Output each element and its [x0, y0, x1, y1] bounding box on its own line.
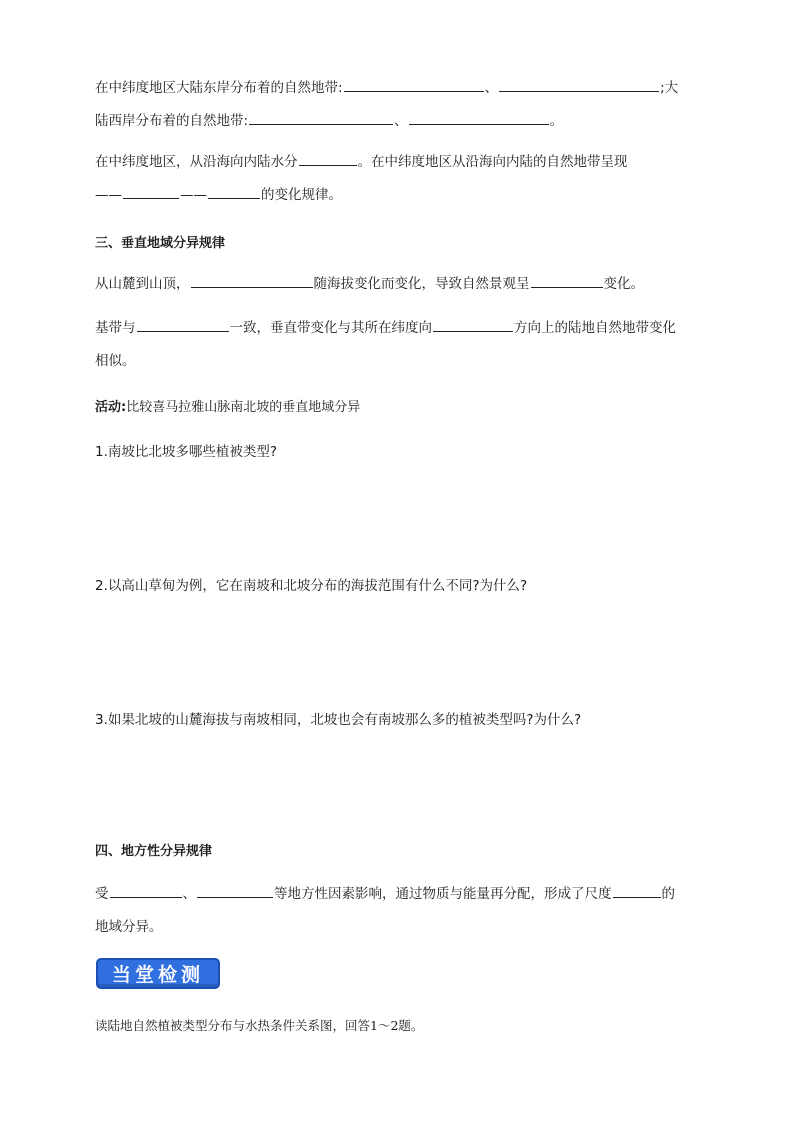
fill-blank[interactable]	[344, 77, 484, 92]
question-2: 2.以高山草甸为例，它在南坡和北坡分布的海拔范围有什么不同?为什么?	[95, 578, 528, 594]
fill-blank[interactable]	[299, 151, 357, 166]
text: 、	[394, 113, 408, 129]
fill-blank[interactable]	[208, 184, 260, 199]
activity-text: 比较喜马拉雅山脉南北坡的垂直地域分异	[126, 400, 361, 415]
section-heading-local: 四、地方性分异规律	[95, 844, 213, 859]
section-heading-vertical: 三、垂直地域分异规律	[95, 236, 226, 251]
paragraph-vertical-1	[95, 268, 701, 301]
text: 的变化规律。	[261, 187, 342, 203]
text: 陆西岸分布着的自然地带:	[95, 113, 249, 129]
activity-label: 活动:	[95, 400, 127, 415]
fill-blank[interactable]	[110, 883, 182, 898]
paragraph-moisture	[95, 146, 701, 212]
text: 。在中纬度地区从沿海向内陆的自然地带呈现	[357, 154, 628, 170]
fill-blank[interactable]	[197, 883, 273, 898]
text: 地域分异。	[95, 919, 163, 935]
test-intro-text: 读陆地自然植被类型分布与水热条件关系图，回答1～2题。	[95, 1018, 424, 1033]
fill-blank[interactable]	[433, 317, 513, 332]
question-3: 3.如果北坡的山麓海拔与南坡相同，北坡也会有南坡那么多的植被类型吗?为什么?	[95, 712, 582, 728]
text: 的	[661, 886, 675, 902]
text: 。	[549, 113, 564, 129]
text: 受	[95, 886, 109, 902]
fill-blank[interactable]	[613, 883, 661, 898]
fill-blank[interactable]	[191, 273, 313, 288]
class-test-badge: 当堂检测	[96, 958, 220, 989]
fill-blank[interactable]	[409, 110, 549, 125]
text: 变化。	[603, 276, 644, 292]
activity-prompt	[95, 396, 360, 415]
fill-blank[interactable]	[249, 110, 393, 125]
text: 方向上的陆地自然地带变化	[514, 320, 676, 336]
fill-blank[interactable]	[123, 184, 179, 199]
paragraph-local	[95, 878, 701, 944]
text: ——	[95, 187, 122, 203]
text: 从山麓到山顶，	[95, 276, 190, 292]
text: 等地方性因素影响，通过物质与能量再分配，形成了尺度	[274, 886, 612, 902]
text: ——	[180, 187, 207, 203]
text: 相似。	[95, 353, 136, 369]
text: ;大	[660, 80, 679, 96]
fill-blank[interactable]	[499, 77, 659, 92]
text: 、	[182, 886, 196, 902]
question-1: 1.南坡比北坡多哪些植被类型?	[95, 444, 278, 460]
paragraph-zonal-coast	[95, 72, 701, 138]
text: 在中纬度地区大陆东岸分布着的自然地带:	[95, 80, 343, 96]
text: 基带与	[95, 320, 136, 336]
fill-blank[interactable]	[137, 317, 229, 332]
text: 在中纬度地区，从沿海向内陆水分	[95, 154, 298, 170]
fill-blank[interactable]	[531, 273, 603, 288]
text: 随海拔变化而变化，导致自然景观呈	[313, 276, 530, 292]
paragraph-vertical-2	[95, 312, 701, 378]
text: 、	[484, 80, 499, 96]
text: 一致，垂直带变化与其所在纬度向	[229, 320, 432, 336]
